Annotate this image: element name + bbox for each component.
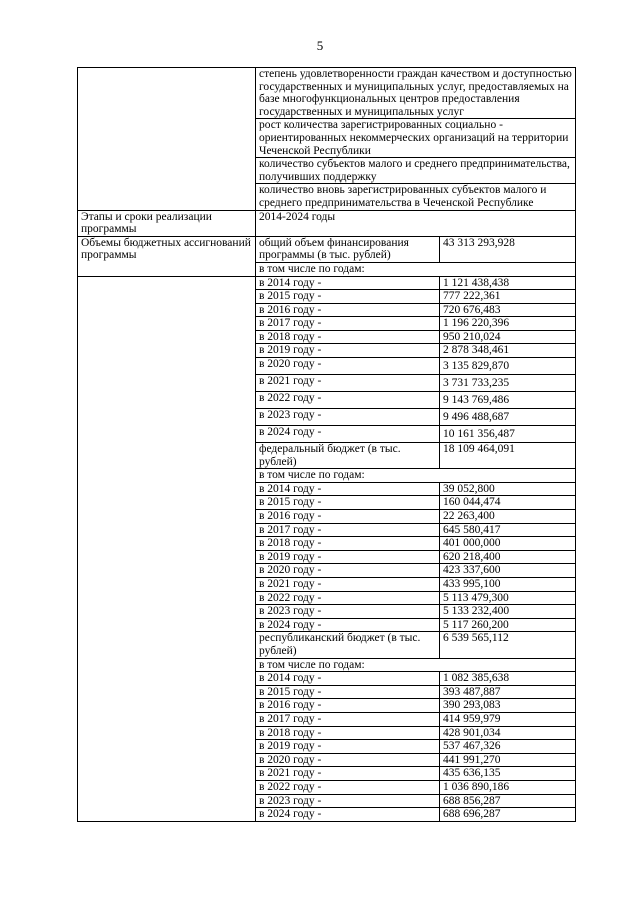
year-label: в 2023 году - (256, 409, 440, 426)
year-label: в 2016 году - (256, 510, 440, 524)
year-label: в 2020 году - (256, 358, 440, 375)
year-label: в 2024 году - (256, 426, 440, 443)
year-value: 5 117 260,200 (440, 618, 576, 632)
year-value: 9 143 769,486 (440, 392, 576, 409)
empty-cell (78, 158, 256, 184)
year-label: в 2016 году - (256, 303, 440, 317)
year-label: в 2015 году - (256, 290, 440, 304)
indicator-text: степень удовлетворенности граждан качеством и доступностью государственных и муниципальных услуг, предоставляемых на базе многофункциональных центров предоставления государственных и муниципальных услуг (256, 68, 576, 119)
year-label: в 2022 году - (256, 591, 440, 605)
federal-by-year-label: в том числе по годам: (256, 469, 576, 483)
year-label: в 2018 году - (256, 537, 440, 551)
republic-value: 6 539 565,112 (440, 632, 576, 658)
year-label: в 2022 году - (256, 392, 440, 409)
total-label: общий объем финансирования программы (в тыс. рублей) (256, 236, 440, 262)
year-value: 393 487,887 (440, 685, 576, 699)
year-value: 688 856,287 (440, 794, 576, 808)
indicator-text: количество вновь зарегистрированных субъектов малого и среднего предпринимательства в Чеченской Республике (256, 184, 576, 210)
empty-cell (78, 119, 256, 158)
year-value: 5 133 232,400 (440, 605, 576, 619)
year-value: 414 959,979 (440, 712, 576, 726)
empty-cell (78, 68, 256, 119)
year-value: 1 121 438,438 (440, 276, 576, 290)
republic-label: республиканский бюджет (в тыс. рублей) (256, 632, 440, 658)
year-label: в 2024 году - (256, 618, 440, 632)
year-label: в 2015 году - (256, 685, 440, 699)
year-value: 777 222,361 (440, 290, 576, 304)
by-year-label: в том числе по годам: (256, 262, 576, 276)
year-label: в 2018 году - (256, 330, 440, 344)
federal-value: 18 109 464,091 (440, 443, 576, 469)
year-label: в 2015 году - (256, 496, 440, 510)
year-label: в 2021 году - (256, 767, 440, 781)
year-value: 10 161 356,487 (440, 426, 576, 443)
year-value: 950 210,024 (440, 330, 576, 344)
year-label: в 2019 году - (256, 740, 440, 754)
empty-cell (78, 184, 256, 210)
total-row (78, 236, 576, 262)
year-label: в 2016 году - (256, 699, 440, 713)
year-value: 537 467,326 (440, 740, 576, 754)
year-value: 423 337,600 (440, 564, 576, 578)
year-value: 401 000,000 (440, 537, 576, 551)
year-value: 428 901,034 (440, 726, 576, 740)
year-label: в 2022 году - (256, 780, 440, 794)
year-label: в 2017 году - (256, 523, 440, 537)
year-value: 435 636,135 (440, 767, 576, 781)
year-label: в 2020 году - (256, 564, 440, 578)
indicator-row (78, 119, 576, 158)
page-number: 5 (316, 38, 324, 53)
year-value: 390 293,083 (440, 699, 576, 713)
stages-label: Этапы и сроки реализации программы (78, 210, 256, 236)
year-label: в 2024 году - (256, 808, 440, 822)
year-label: в 2017 году - (256, 712, 440, 726)
year-value: 620 218,400 (440, 550, 576, 564)
year-value: 22 263,400 (440, 510, 576, 524)
indicator-row (78, 68, 576, 119)
year-label: в 2014 году - (256, 672, 440, 686)
year-label: в 2017 году - (256, 317, 440, 331)
year-label: в 2020 году - (256, 753, 440, 767)
indicator-text: количество субъектов малого и среднего предпринимательства, получивших поддержку (256, 158, 576, 184)
year-value: 160 044,474 (440, 496, 576, 510)
indicator-text: рост количества зарегистрированных социально - ориентированных некоммерческих организаций на территории Чеченской Республики (256, 119, 576, 158)
year-value: 720 676,483 (440, 303, 576, 317)
year-label: в 2018 году - (256, 726, 440, 740)
stages-row (78, 210, 576, 236)
year-value: 2 878 348,461 (440, 344, 576, 358)
indicator-row (78, 184, 576, 210)
year-label: в 2021 году - (256, 578, 440, 592)
year-label: в 2019 году - (256, 550, 440, 564)
year-value: 3 135 829,870 (440, 358, 576, 375)
year-label: в 2014 году - (256, 482, 440, 496)
year-label: в 2019 году - (256, 344, 440, 358)
total-value: 43 313 293,928 (440, 236, 576, 262)
year-label: в 2021 году - (256, 375, 440, 392)
stages-value: 2014-2024 годы (256, 210, 576, 236)
year-label: в 2014 году - (256, 276, 440, 290)
year-label: в 2023 году - (256, 794, 440, 808)
year-value: 441 991,270 (440, 753, 576, 767)
indicator-row (78, 158, 576, 184)
program-passport-table (77, 67, 576, 822)
year-value: 3 731 733,235 (440, 375, 576, 392)
year-value: 645 580,417 (440, 523, 576, 537)
year-value: 1 082 385,638 (440, 672, 576, 686)
budget-label: Объемы бюджетных ассигнований программы (78, 236, 256, 276)
republic-by-year-label: в том числе по годам: (256, 658, 576, 672)
year-value: 39 052,800 (440, 482, 576, 496)
year-value: 688 696,287 (440, 808, 576, 822)
empty-left-cell (78, 276, 256, 821)
year-value: 1 036 890,186 (440, 780, 576, 794)
year-value: 433 995,100 (440, 578, 576, 592)
year-value: 5 113 479,300 (440, 591, 576, 605)
federal-label: федеральный бюджет (в тыс. рублей) (256, 443, 440, 469)
table-row (78, 276, 576, 290)
year-value: 9 496 488,687 (440, 409, 576, 426)
year-value: 1 196 220,396 (440, 317, 576, 331)
year-label: в 2023 году - (256, 605, 440, 619)
